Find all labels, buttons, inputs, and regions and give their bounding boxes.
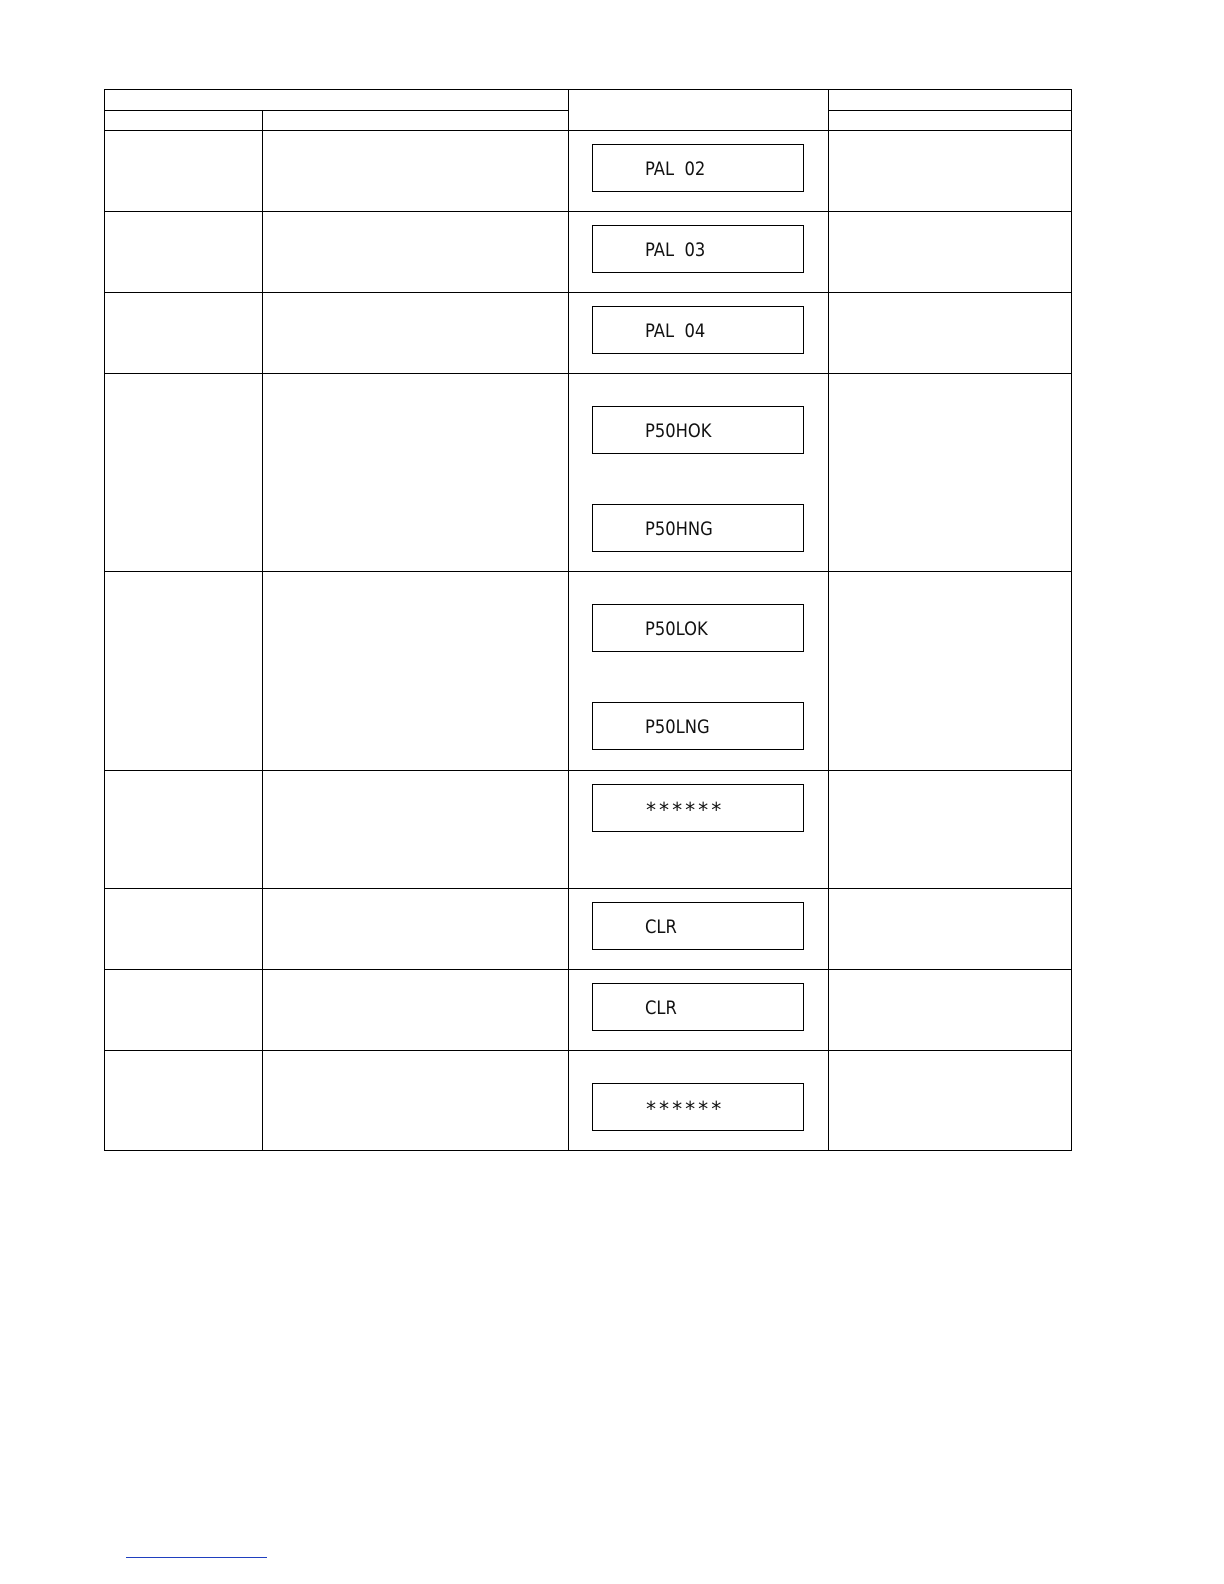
display-text: P50HNG <box>645 518 713 540</box>
lcd-display <box>592 144 804 192</box>
column-rule <box>262 110 263 1151</box>
row-rule <box>104 571 1072 572</box>
row-rule <box>104 373 1072 374</box>
row-rule <box>104 211 1072 212</box>
display-text: ****** <box>645 798 724 822</box>
lcd-display <box>592 1083 804 1131</box>
lcd-display <box>592 504 804 552</box>
lcd-display <box>592 983 804 1031</box>
table-border-right <box>1071 89 1072 1151</box>
table-border-left <box>104 89 105 1151</box>
column-rule <box>828 89 829 1151</box>
row-rule <box>104 1050 1072 1051</box>
footer-link-underline[interactable] <box>126 1557 267 1558</box>
display-text: PAL 02 <box>645 158 706 180</box>
header-divider-right <box>828 110 1072 111</box>
row-rule <box>104 888 1072 889</box>
lcd-display <box>592 784 804 832</box>
table-border-top <box>104 89 1072 90</box>
table-border-bottom <box>104 1150 1072 1151</box>
lcd-display <box>592 702 804 750</box>
row-rule <box>104 770 1072 771</box>
lcd-display <box>592 406 804 454</box>
row-rule <box>104 292 1072 293</box>
display-text: P50HOK <box>645 420 712 442</box>
display-text: PAL 04 <box>645 320 706 342</box>
header-divider-left <box>104 110 569 111</box>
lcd-display <box>592 306 804 354</box>
display-text: P50LOK <box>645 618 708 640</box>
display-text: P50LNG <box>645 716 710 738</box>
header-bottom-rule <box>104 130 1072 131</box>
display-text: CLR <box>645 997 677 1019</box>
column-rule <box>568 89 569 1151</box>
display-text: ****** <box>645 1097 724 1121</box>
lcd-display <box>592 902 804 950</box>
row-rule <box>104 969 1072 970</box>
lcd-display <box>592 604 804 652</box>
display-text: CLR <box>645 916 677 938</box>
lcd-display <box>592 225 804 273</box>
display-text: PAL 03 <box>645 239 706 261</box>
